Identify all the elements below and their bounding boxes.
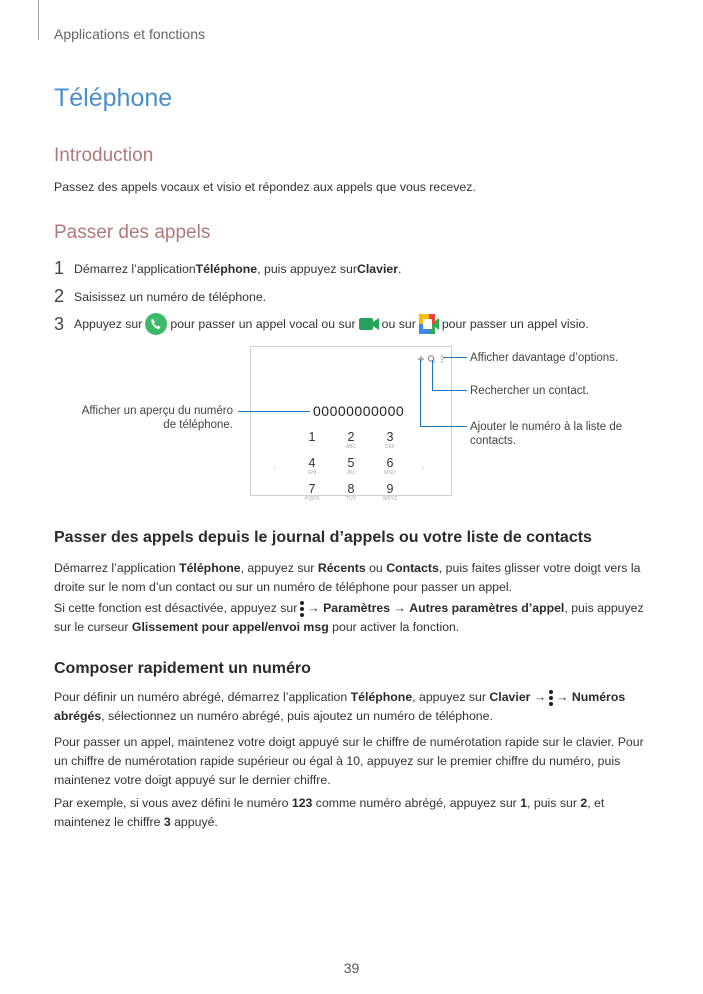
key-letters: WXYZ (382, 496, 398, 502)
more-options-icon (549, 690, 553, 706)
key-letters: DEF (385, 444, 395, 450)
key-letters: MNO (384, 470, 396, 476)
text: , appuyez sur (412, 690, 490, 704)
keypad-label: Clavier (356, 261, 398, 276)
callout-add (470, 420, 622, 448)
text: Pour définir un numéro abrégé, démarrez l’application (54, 690, 351, 704)
key-digit: 7 (308, 482, 316, 496)
key-digit: 1 (308, 430, 316, 444)
callout-line-add-v (420, 360, 421, 426)
step-text: Appuyez sur (74, 317, 143, 331)
key-letters: TUV (346, 496, 356, 502)
app-name: Téléphone (179, 561, 241, 575)
settings-label: Paramètres (323, 601, 391, 615)
callout-line-search-h (432, 390, 467, 391)
digit: 3 (163, 815, 171, 829)
keypad (302, 430, 400, 502)
callout-add-line2: contacts. (470, 435, 517, 447)
text: Démarrez l’application (54, 561, 180, 575)
add-contact-icon (418, 356, 424, 362)
key-5 (341, 456, 361, 476)
text: → (390, 601, 410, 615)
text: , et maintenez le chiffre (54, 796, 605, 829)
step-3 (54, 313, 589, 335)
text: appuyé. (170, 815, 218, 829)
callout-preview-line2: de téléphone. (163, 419, 233, 431)
intro-text: Passez des appels vocaux et visio et répondez aux appels que vous recevez. (54, 180, 476, 194)
example-number: 123 (291, 796, 313, 810)
key-digit: 2 (347, 430, 355, 444)
step-2 (54, 286, 266, 307)
duo-meet-icon (419, 314, 439, 334)
key-digit: 5 (347, 456, 355, 470)
contacts-label: Contacts (386, 561, 439, 575)
step-text: pour passer un appel visio. (441, 317, 589, 331)
key-digit: 3 (386, 430, 394, 444)
callout-add-line1: Ajouter le numéro à la liste de (470, 421, 623, 433)
log-paragraph-2 (54, 599, 649, 637)
key-letters: ABC (345, 444, 357, 450)
speed-paragraph-2: Pour passer un appel, maintenez votre doigt appuyé sur le chiffre de numérotation rapide sur le clavier. Pour un chiffre de numérotation rapide supérieur ou égal à 10, appuyez sur le premier chiffre du numéro, puis maintenez votre doigt appuyé sur le dernier chiffre. (54, 735, 644, 787)
chevron-left-icon: ‹ (274, 466, 276, 472)
step-number: 2 (54, 286, 65, 306)
dialed-number: 00000000000 (313, 403, 405, 419)
key-7 (302, 482, 322, 502)
app-name: Téléphone (350, 690, 413, 704)
key-3 (380, 430, 400, 450)
step-1 (54, 258, 401, 279)
text: Par exemple, si vous avez défini le numéro (54, 796, 292, 810)
text: , puis faites glisser votre doigt vers la droite sur le nom d’un contact ou sur un numéro de téléphone pour passer un appel. (54, 561, 641, 594)
key-letters: PQRS (304, 496, 320, 502)
step-text: pour passer un appel vocal ou sur (170, 317, 356, 331)
speed-paragraph-3 (54, 794, 614, 832)
callout-line-search-v (432, 360, 433, 390)
key-digit: 9 (386, 482, 394, 496)
key-digit: 8 (347, 482, 355, 496)
page-title: Téléphone (54, 84, 173, 112)
key-2 (341, 430, 361, 450)
text: comme numéro abrégé, appuyez sur (312, 796, 521, 810)
text: , appuyez sur (240, 561, 318, 575)
calls-heading: Passer des appels (54, 222, 211, 243)
header-rule (38, 0, 39, 40)
text: pour activer la fonction. (328, 620, 460, 634)
app-name: Téléphone (195, 261, 258, 276)
step-text: , puis appuyez sur (257, 261, 357, 276)
key-6 (380, 456, 400, 476)
step-number: 3 (54, 313, 65, 334)
digit: 2 (580, 796, 588, 810)
text: , sélectionnez un numéro abrégé, puis ajoutez un numéro de téléphone. (101, 709, 493, 723)
step-text: Démarrez l’application (74, 261, 196, 276)
speed-heading: Composer rapidement un numéro (54, 660, 311, 677)
text: → (530, 690, 547, 704)
key-letters: JKL (346, 470, 356, 476)
keypad-label: Clavier (489, 690, 531, 704)
intro-heading: Introduction (54, 145, 154, 166)
key-4 (302, 456, 322, 476)
text: → (556, 690, 572, 704)
log-paragraph-1 (54, 559, 644, 597)
text: → (307, 601, 324, 615)
speed-paragraph-1 (54, 688, 644, 726)
step-text: Saisissez un numéro de téléphone. (74, 289, 267, 304)
key-1 (302, 430, 322, 450)
section-header: Applications et fonctions (54, 26, 205, 42)
callout-search: Rechercher un contact. (470, 385, 589, 397)
step-number: 1 (54, 258, 65, 278)
video-call-icon (359, 316, 379, 332)
callout-line-preview (238, 411, 310, 412)
key-digit: 6 (386, 456, 394, 470)
callout-preview-line1: Afficher un aperçu du numéro (81, 405, 233, 417)
callout-line-add-h (420, 426, 467, 427)
key-9 (380, 482, 400, 502)
more-options-icon (300, 601, 304, 617)
callout-options: Afficher davantage d’options. (470, 352, 619, 364)
recents-label: Récents (317, 561, 366, 575)
voice-call-icon (145, 313, 167, 335)
page-number: 39 (343, 960, 360, 976)
key-8 (341, 482, 361, 502)
callout-line-options (443, 357, 467, 358)
digit: 1 (520, 796, 528, 810)
text: , puis sur (527, 796, 581, 810)
text: , puis appuyez sur le curseur (54, 601, 644, 634)
key-digit: 4 (308, 456, 316, 470)
key-letters: GHI (307, 470, 317, 476)
chevron-right-icon: › (422, 466, 424, 472)
step-text: ou sur (381, 317, 416, 331)
step-text: . (398, 261, 402, 276)
text: ou (365, 561, 387, 575)
swipe-toggle-label: Glissement pour appel/envoi msg (131, 620, 329, 634)
speed-dial-label: Numéros abrégés (54, 690, 626, 723)
dialer-toolbar-icons (416, 353, 456, 365)
log-heading: Passer des appels depuis le journal d’appels ou votre liste de contacts (54, 529, 592, 546)
callout-preview (60, 404, 233, 432)
other-settings-label: Autres paramètres d’appel (409, 601, 565, 615)
text: Si cette fonction est désactivée, appuyez sur (54, 601, 298, 615)
